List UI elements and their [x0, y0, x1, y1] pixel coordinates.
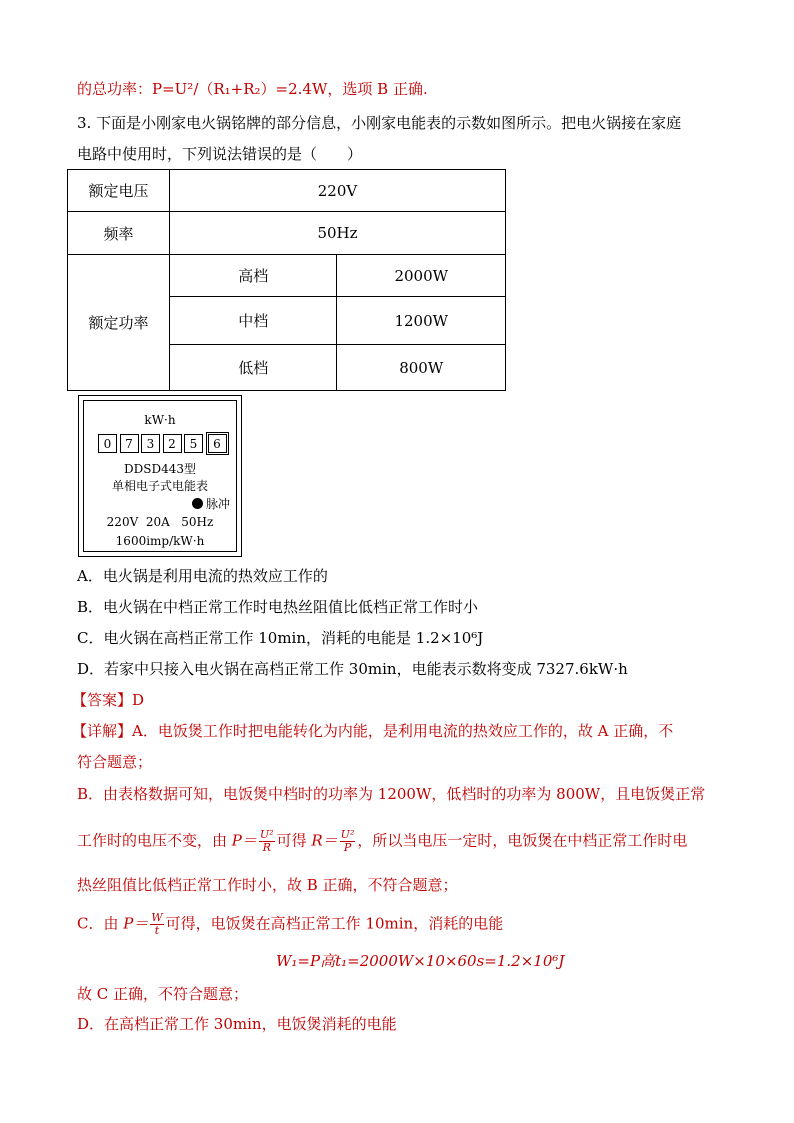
meter-model: DDSD443型 — [124, 462, 196, 476]
pulse-label: 脉冲 — [205, 497, 230, 511]
fraction-denominator: R — [262, 841, 271, 854]
explanation-text: 工作时的电压不变，由 — [77, 831, 228, 850]
explanation-a-line-2: 符合题意； — [77, 753, 153, 771]
previous-answer-line: 的总功率：P=U²/（R₁+R₂）=2.4W，选项 B 正确. — [77, 80, 428, 98]
formula-fraction — [150, 912, 163, 937]
electricity-meter — [78, 395, 242, 557]
meter-digit-decimal: 6 — [208, 434, 227, 453]
frequency-value: 50Hz — [170, 212, 506, 255]
explanation-text: C．由 — [77, 914, 119, 933]
option-a: A．电火锅是利用电流的热效应工作的 — [77, 567, 328, 585]
rated-voltage-value: 220V — [170, 170, 506, 212]
meter-digit: 7 — [120, 434, 139, 453]
explanation-tag: 【详解】 — [72, 722, 133, 740]
meter-constant: 1600imp/kW·h — [115, 534, 205, 548]
level-name: 高档 — [170, 255, 337, 297]
explanation-text: 可得，电饭煲在高档正常工作 10min，消耗的电能 — [165, 914, 504, 933]
meter-digits — [98, 434, 229, 453]
formula-lhs: R＝ — [311, 831, 338, 850]
explanation-c-line-2: 故 C 正确，不符合题意； — [77, 985, 249, 1003]
meter-unit: kW·h — [144, 413, 176, 427]
pulse-light-icon — [192, 498, 203, 509]
meter-digit: 5 — [184, 434, 203, 453]
level-power: 800W — [337, 345, 506, 391]
fraction-numerator: W — [151, 911, 163, 924]
answer-line — [72, 690, 144, 710]
formula-fraction — [259, 829, 275, 854]
table-row — [68, 170, 506, 212]
explanation-text: 可得 — [276, 831, 307, 850]
meter-ratings: 220V 20A 50Hz — [106, 515, 214, 529]
formula-fraction — [340, 829, 356, 854]
fraction-numerator: U² — [259, 828, 274, 841]
explanation-d-line-1: D．在高档正常工作 30min，电饭煲消耗的电能 — [77, 1015, 397, 1033]
fraction-numerator: U² — [340, 828, 355, 841]
pulse-indicator — [192, 495, 230, 512]
meter-digit: 3 — [141, 434, 160, 453]
nameplate-table — [67, 169, 506, 391]
explanation-b-line-1: B．由表格数据可知，电饭煲中档时的功率为 1200W，低档时的功率为 800W，且电饭煲正常 — [77, 785, 706, 803]
question-stem-line-2: 电路中使用时，下列说法错误的是（ ） — [77, 145, 363, 163]
level-name: 中档 — [170, 297, 337, 345]
energy-equation: W₁=P高t₁=2000W×10×60s=1.2×10⁶J — [276, 952, 565, 970]
option-b: B．电火锅在中档正常工作时电热丝阻值比低档正常工作时小 — [77, 598, 479, 616]
explanation-b-line-2 — [77, 829, 687, 854]
rated-voltage-label: 额定电压 — [68, 170, 170, 212]
question-stem-line-1: 3. 下面是小刚家电火锅铭牌的部分信息，小刚家电能表的示数如图所示。把电火锅接在家庭 — [77, 114, 682, 132]
answer-tag: 【答案】 — [72, 691, 133, 709]
explanation-b-line-3: 热丝阻值比低档正常工作时小，故 B 正确，不符合题意； — [77, 876, 458, 894]
explanation-a-line-1 — [72, 721, 673, 741]
explanation-text: A．电饭煲工作时把电能转化为内能，是利用电流的热效应工作的，故 A 正确，不 — [132, 722, 674, 740]
level-name: 低档 — [170, 345, 337, 391]
level-power: 1200W — [337, 297, 506, 345]
option-c: C．电火锅在高档正常工作 10min，消耗的电能是 1.2×10⁶J — [77, 629, 484, 647]
table-row — [68, 255, 506, 297]
explanation-c-line-1 — [77, 912, 503, 937]
level-power: 2000W — [337, 255, 506, 297]
formula-lhs: P＝ — [231, 831, 257, 850]
meter-panel — [83, 400, 237, 552]
answer-value: D — [132, 691, 145, 709]
meter-digit: 0 — [98, 434, 117, 453]
rated-power-label: 额定功率 — [68, 255, 170, 391]
formula-lhs: P＝ — [123, 914, 149, 933]
table-row — [68, 212, 506, 255]
meter-type: 单相电子式电能表 — [111, 479, 208, 493]
explanation-text: ，所以当电压一定时，电饭煲在中档正常工作时电 — [357, 831, 688, 850]
fraction-denominator: t — [154, 924, 160, 937]
meter-digit: 2 — [163, 434, 182, 453]
option-d: D．若家中只接入电火锅在高档正常工作 30min，电能表示数将变成 7327.6kW·h — [77, 660, 628, 678]
fraction-denominator: P — [343, 841, 352, 854]
frequency-label: 频率 — [68, 212, 170, 255]
